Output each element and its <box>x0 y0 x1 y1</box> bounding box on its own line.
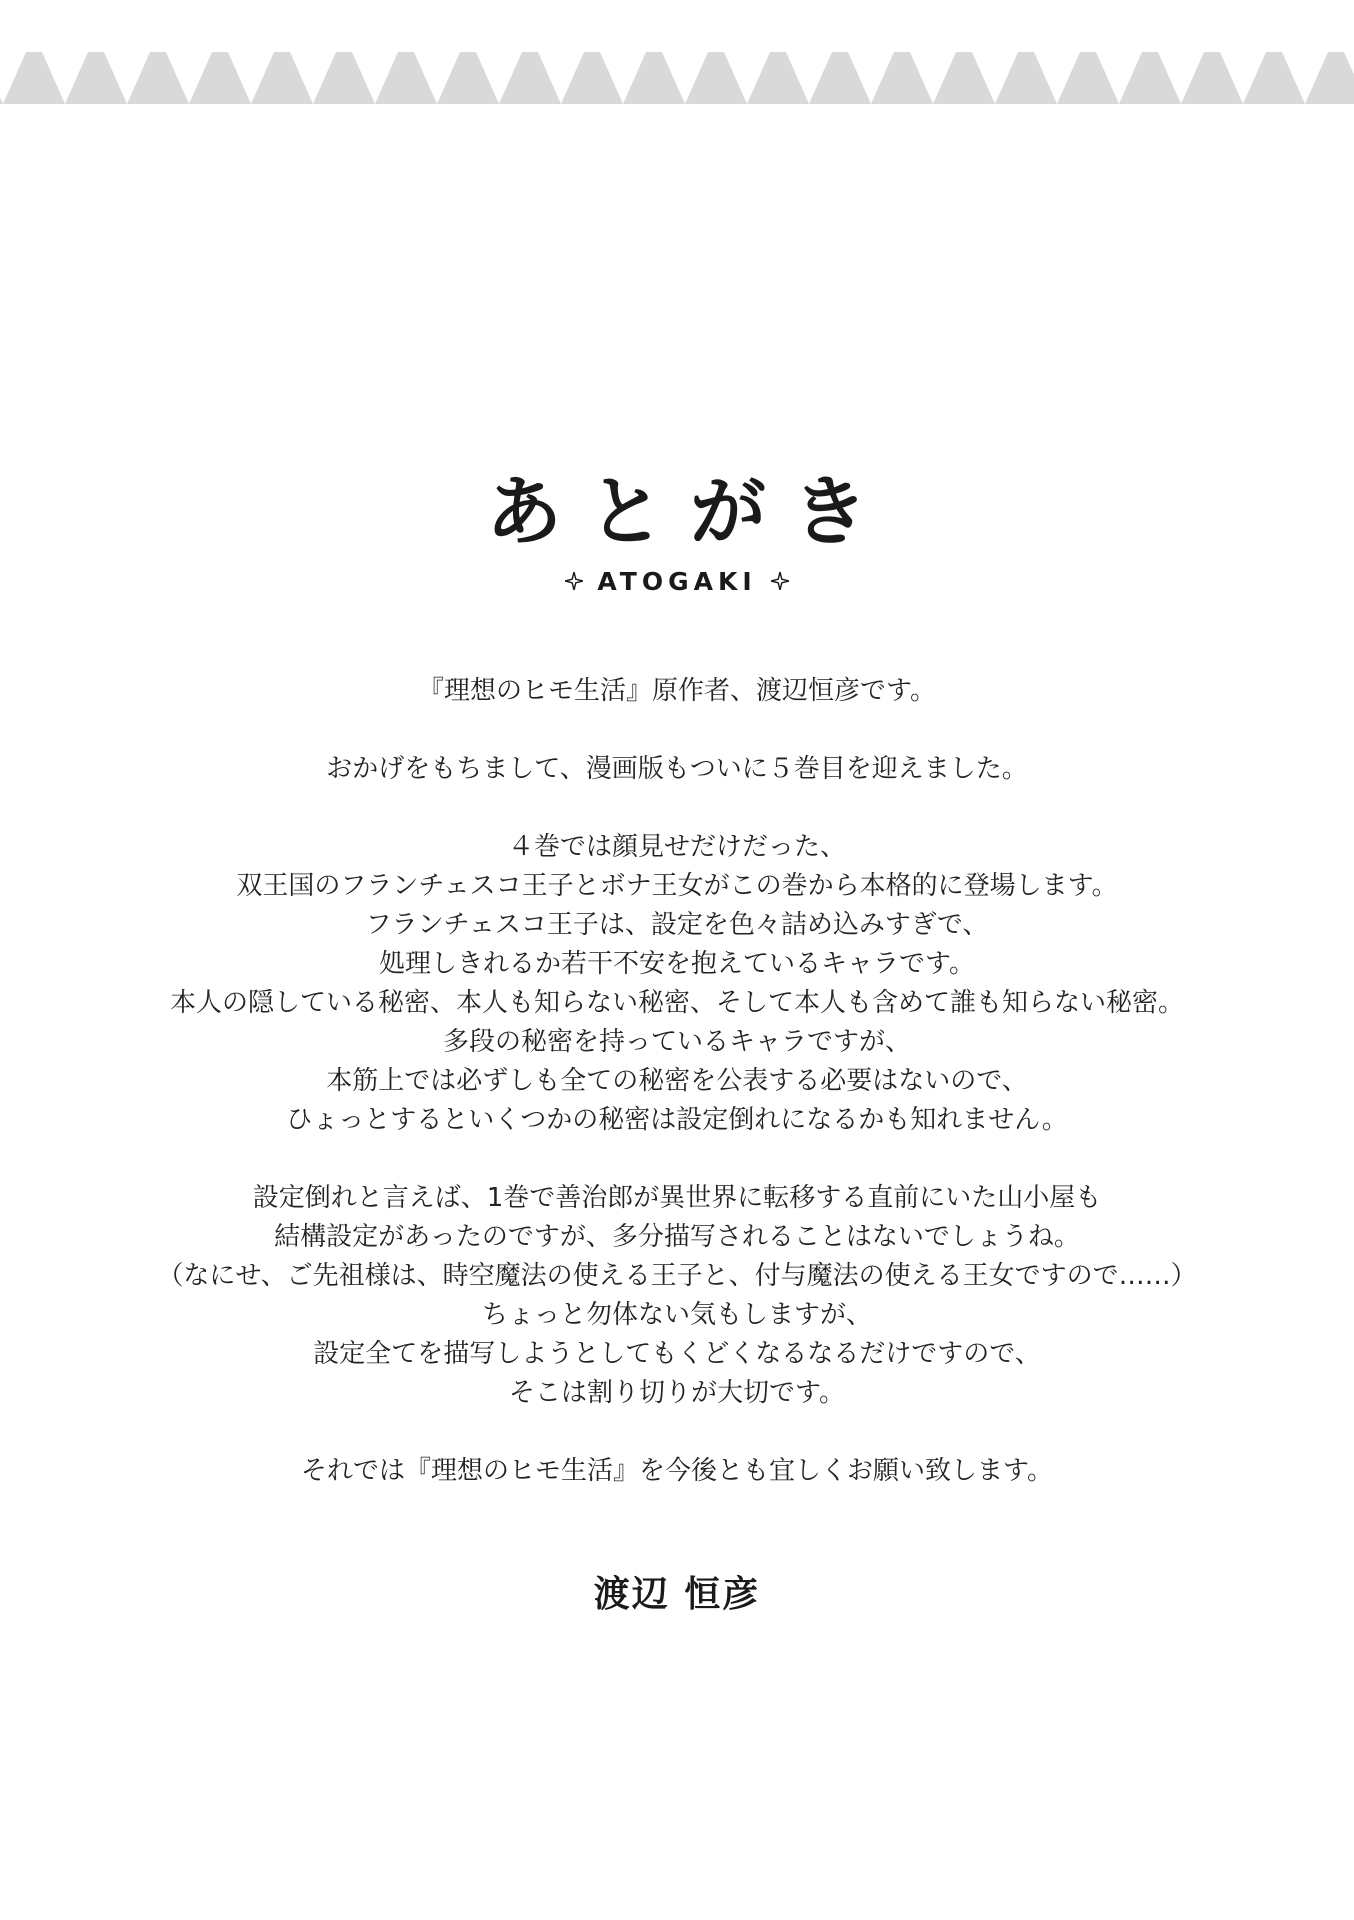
sparkle-icon <box>771 572 789 590</box>
text-line: （なにせ、ご先祖様は、時空魔法の使える王子と、付与魔法の使える王女ですので……） <box>157 1261 1197 1291</box>
paragraph <box>0 1179 1354 1413</box>
paragraph <box>0 1452 1354 1491</box>
author-signature: 渡辺 恒彦 <box>593 1574 761 1615</box>
text-line: フランチェスコ王子は、設定を色々詰め込みすぎで、 <box>365 910 989 940</box>
subtitle-row <box>0 564 1354 598</box>
text-line: ちょっと勿体ない気もしますが、 <box>481 1300 872 1330</box>
text-line: 多段の秘密を持っているキャラですが、 <box>442 1027 911 1057</box>
text-line: それでは『理想のヒモ生活』を今後とも宜しくお願い致します。 <box>301 1456 1053 1486</box>
text-line: 本筋上では必ずしも全ての秘密を公表する必要はないので、 <box>326 1066 1028 1096</box>
text-line: 本人の隠している秘密、本人も知らない秘密、そして本人も含めて誰も知らない秘密。 <box>169 988 1184 1018</box>
text-line: 双王国のフランチェスコ王子とボナ王女がこの巻から本格的に登場します。 <box>236 871 1118 901</box>
sparkle-icon <box>565 572 583 590</box>
text-line: 設定全てを描写しようとしてもくどくなるなるだけですので、 <box>313 1339 1041 1369</box>
heading-block <box>0 462 1354 598</box>
text-line: ４巻では顔見せだけだった、 <box>507 832 846 862</box>
text-line: そこは割り切りが大切です。 <box>509 1378 845 1408</box>
text-line: 処理しきれるか若干不安を抱えているキャラです。 <box>379 949 975 979</box>
page-title: あとがき <box>486 467 894 556</box>
text-line: 『理想のヒモ生活』原作者、渡辺恒彦です。 <box>418 676 936 706</box>
paragraph <box>0 750 1354 789</box>
text-line: 設定倒れと言えば、1巻で善治郎が異世界に転移する直前にいた山小屋も <box>252 1183 1102 1213</box>
paragraph <box>0 672 1354 711</box>
triangle-border-pattern <box>0 52 1354 104</box>
paragraph <box>0 828 1354 1140</box>
text-line: おかげをもちまして、漫画版もついに５巻目を迎えました。 <box>326 754 1028 784</box>
afterword-body <box>0 672 1354 1530</box>
page-subtitle: ATOGAKI <box>597 566 757 596</box>
text-line: ひょっとするといくつかの秘密は設定倒れになるかも知れません。 <box>286 1105 1068 1135</box>
text-line: 結構設定があったのですが、多分描写されることはないでしょうね。 <box>274 1222 1080 1252</box>
